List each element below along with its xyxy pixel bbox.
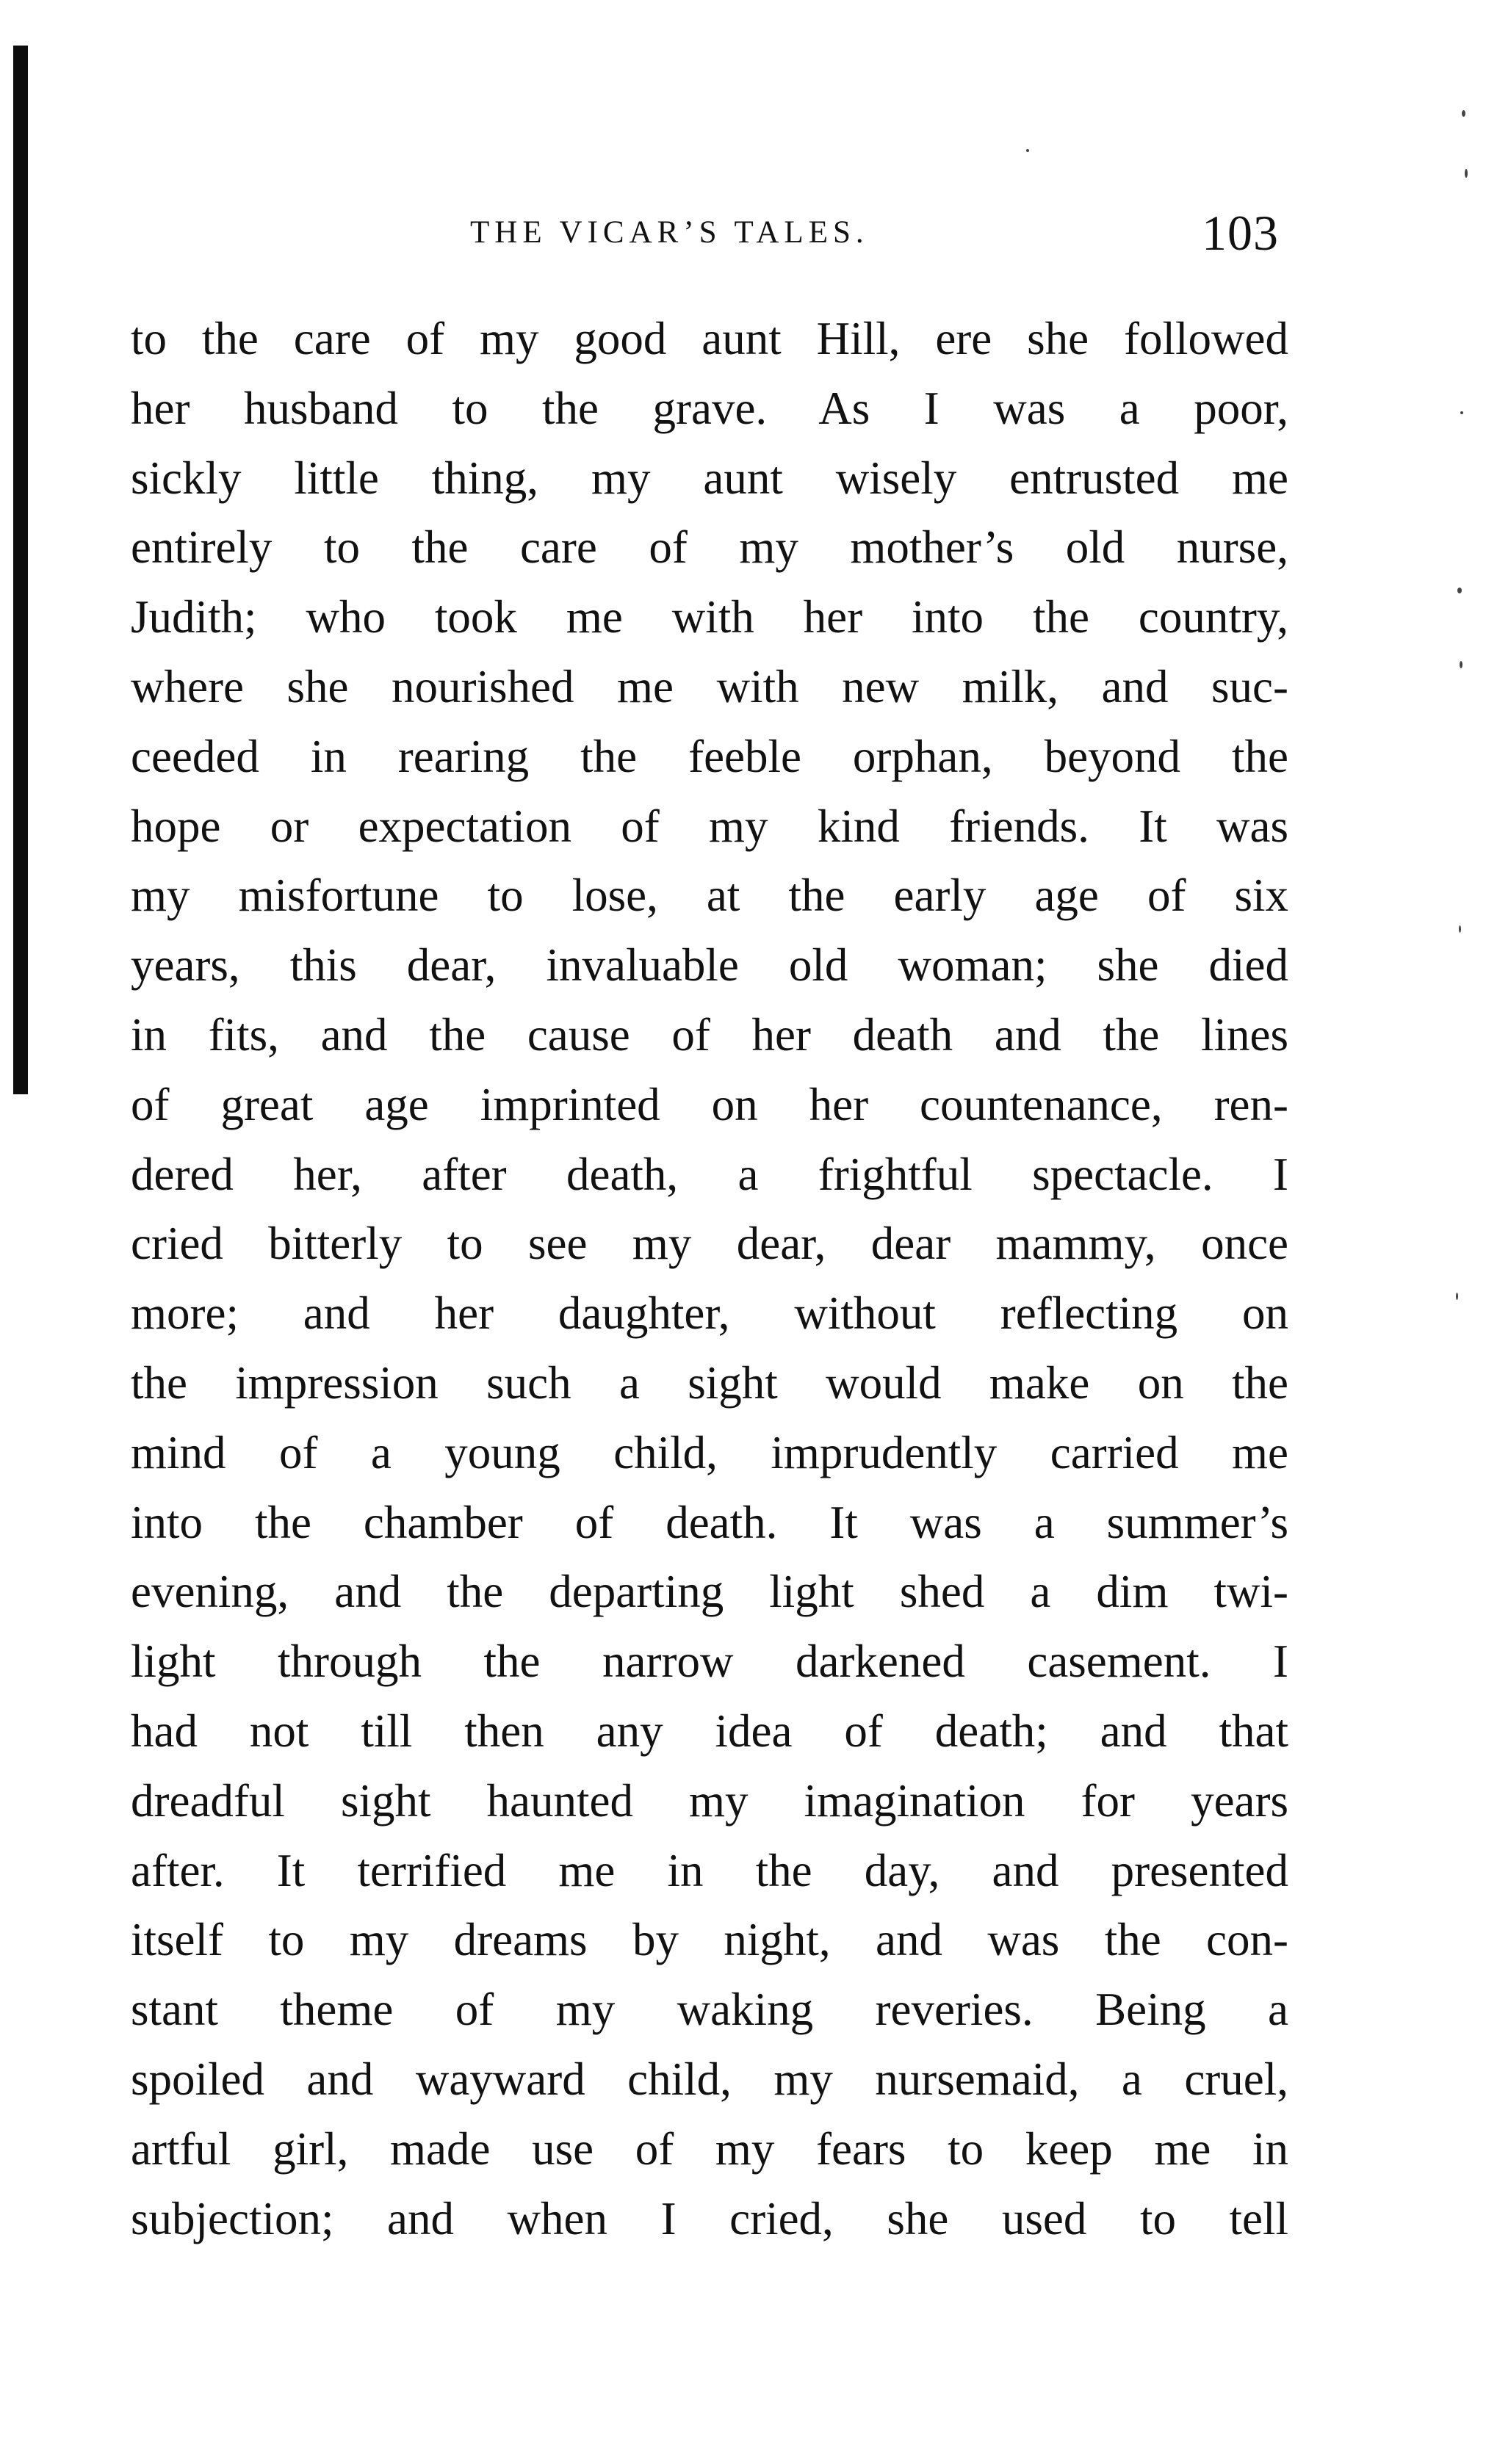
text-line: sickly little thing, my aunt wisely entrusted me [131, 452, 1288, 504]
text-line: light through the narrow darkened casement. I [131, 1636, 1288, 1688]
running-title: THE VICAR’S TALES. [470, 215, 869, 250]
text-line: of great age imprinted on her countenance, ren- [131, 1078, 1288, 1130]
text-line: to the care of my good aunt Hill, ere she followed [131, 313, 1288, 364]
text-line: stant theme of my waking reveries. Being a [131, 1984, 1288, 2036]
text-line: my misfortune to lose, at the early age of six [131, 870, 1288, 922]
text-line: cried bitterly to see my dear, dear mammy, once [131, 1218, 1288, 1270]
text-line: dreadful sight haunted my imagination for years [131, 1774, 1288, 1827]
text-line: more; and her daughter, without reflecting on [131, 1287, 1288, 1340]
scan-speck [1457, 588, 1462, 593]
text-line: ceeded in rearing the feeble orphan, beyond the [131, 730, 1288, 782]
text-line: in fits, and the cause of her death and the lines [131, 1008, 1288, 1061]
text-line: spoiled and wayward child, my nursemaid, a cruel, [131, 2053, 1288, 2105]
text-line: dered her, after death, a frightful spectacle. I [131, 1148, 1288, 1200]
running-head [0, 207, 1486, 266]
text-line: evening, and the departing light shed a dim twi- [131, 1566, 1288, 1618]
page-number: 103 [1202, 205, 1279, 261]
body-text [131, 304, 1288, 2253]
scan-speck [1026, 149, 1029, 152]
text-line: Judith; who took me with her into the country, [131, 591, 1288, 643]
text-line: years, this dear, invaluable old woman; she died [131, 939, 1288, 991]
text-line: where she nourished me with new milk, and suc- [131, 660, 1288, 712]
text-line: had not till then any idea of death; and that [131, 1705, 1288, 1757]
scan-speck [1465, 169, 1468, 178]
scan-speck [1460, 661, 1462, 668]
text-line: into the chamber of death. It was a summer’s [131, 1496, 1288, 1548]
text-line: hope or expectation of my kind friends. It was [131, 800, 1288, 852]
text-line: artful girl, made use of my fears to keep me in [131, 2122, 1288, 2175]
text-line: entirely to the care of my mother’s old nurse, [131, 521, 1288, 574]
text-line: mind of a young child, imprudently carried me [131, 1426, 1288, 1478]
page-edge-shadow [13, 46, 28, 1094]
scan-speck [1459, 925, 1461, 933]
scan-speck [1462, 110, 1465, 117]
text-line: subjection; and when I cried, she used to tell [131, 2192, 1288, 2244]
text-line: itself to my dreams by night, and was the con- [131, 1914, 1288, 1966]
scan-speck [1456, 1293, 1458, 1300]
text-line: the impression such a sight would make on the [131, 1356, 1288, 1409]
scan-speck [1460, 411, 1463, 414]
text-line: her husband to the grave. As I was a poor, [131, 382, 1288, 434]
text-line: after. It terrified me in the day, and presented [131, 1844, 1288, 1896]
